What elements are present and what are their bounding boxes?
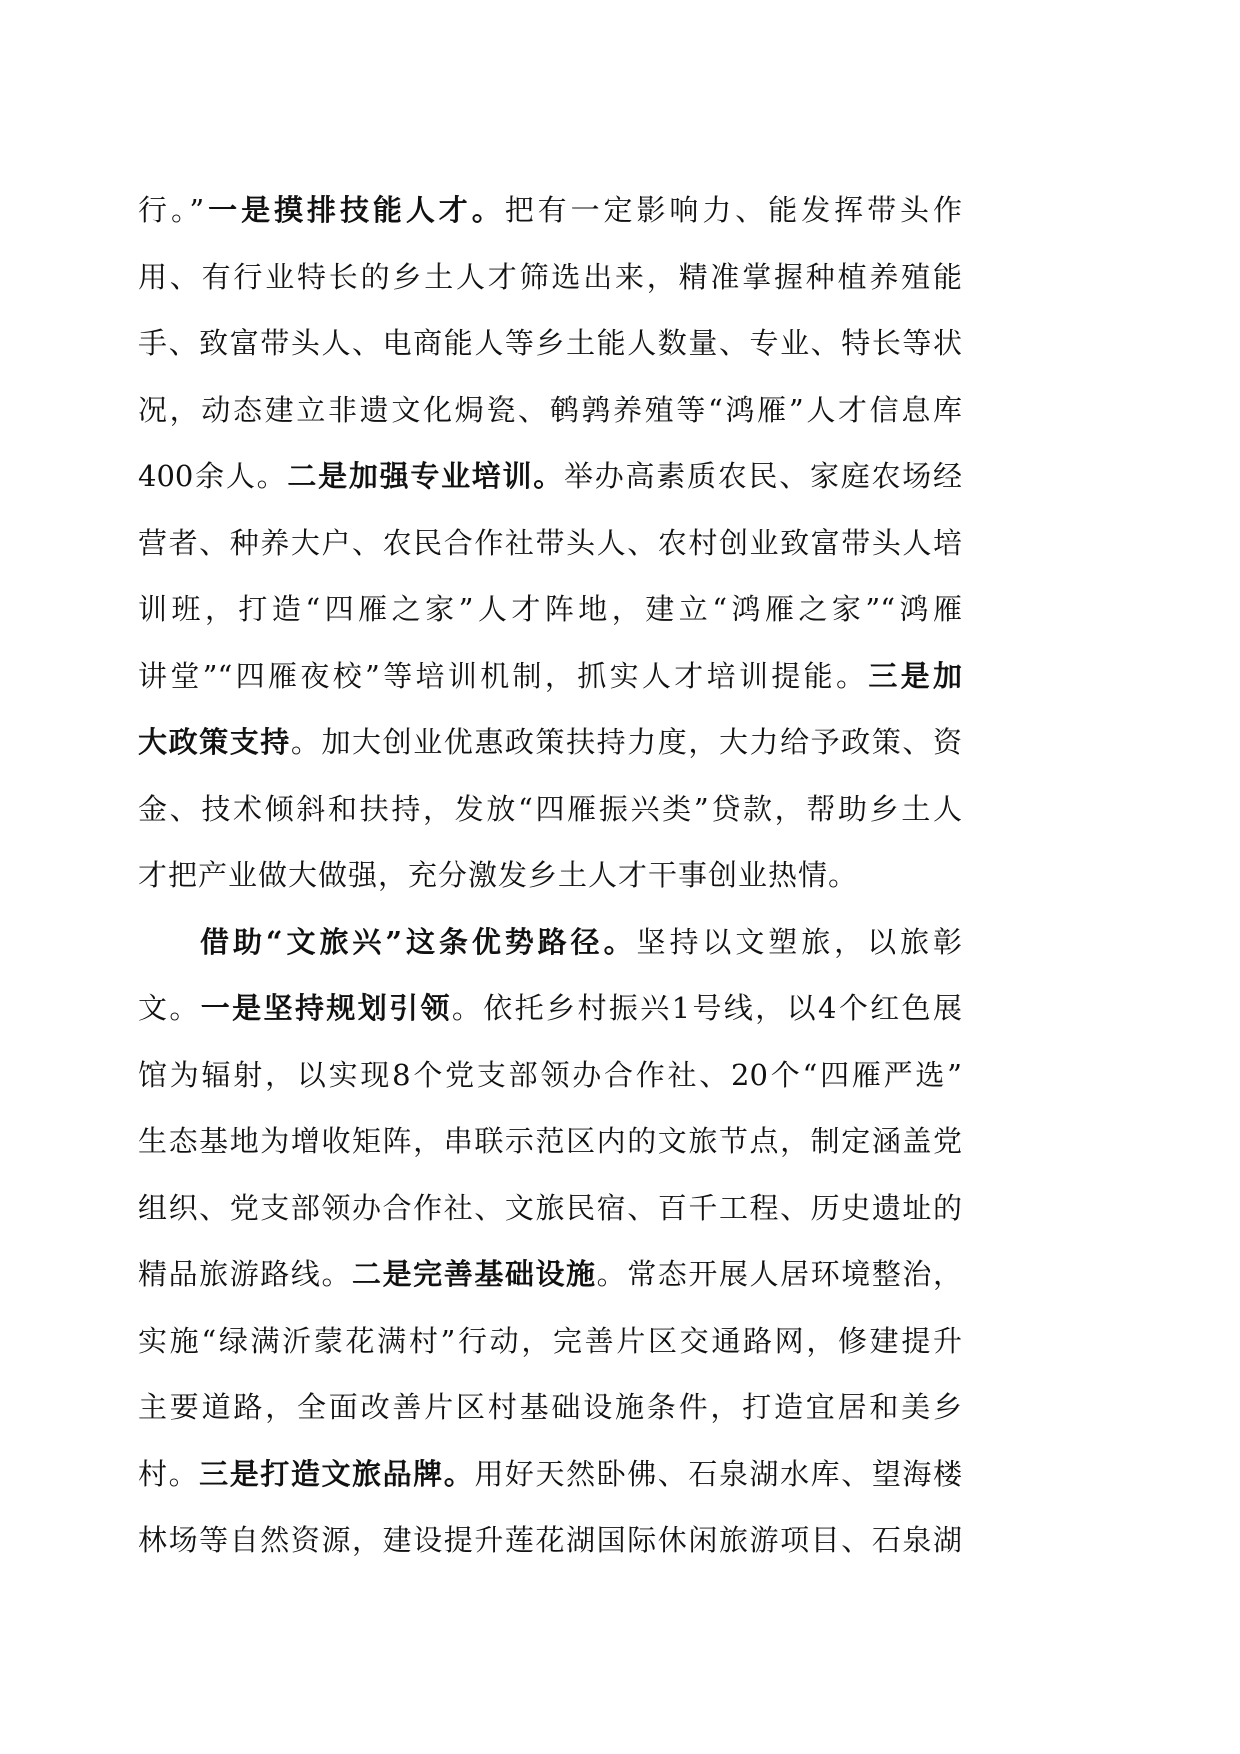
text-run: 才把产业做大做强，充分激发乡土人才干事创业热情。: [138, 858, 859, 892]
text-line: [138, 510, 962, 577]
text-line: [138, 909, 962, 976]
text-run: 主要道路，全面改善片区村基础设施条件，打造宜居和美乡: [138, 1390, 962, 1424]
text-line: [138, 443, 962, 510]
text-run: 金、技术倾斜和扶持，发放“四雁振兴类”贷款，帮助乡土人: [138, 791, 962, 826]
bold-run: 一是摸排技能人才。: [204, 193, 505, 227]
text-run: 把有一定影响力、能发挥带头作: [504, 193, 962, 227]
text-line: [138, 643, 962, 710]
text-line: [138, 1241, 962, 1308]
text-run: 文。: [138, 991, 201, 1025]
bold-run: 大政策支持: [138, 725, 291, 759]
text-run: 讲堂”“四雁夜校”等培训机制，抓实人才培训提能。: [138, 658, 869, 693]
text-run: 训班，打造“四雁之家”人才阵地，建立“鸿雁之家”“鸿雁: [138, 592, 962, 626]
bold-run: 三是打造文旅品牌。: [199, 1456, 475, 1491]
section-heading: 借助“文旅兴”这条优势路径。: [200, 924, 637, 959]
text-line: [138, 709, 962, 776]
text-line: [138, 1175, 962, 1242]
text-run: 400余人。: [138, 459, 288, 493]
bold-run: 二是加强专业培训。: [287, 459, 565, 493]
text-run: 生态基地为增收矩阵，串联示范区内的文旅节点，制定涵盖党: [138, 1124, 962, 1158]
bold-run: 二是完善基础设施: [352, 1257, 597, 1291]
text-run: 。常态开展人居环境整治，: [596, 1257, 962, 1291]
text-run: 精品旅游路线。: [138, 1257, 353, 1291]
text-run: 行。”: [138, 193, 205, 227]
text-run: 组织、党支部领办合作社、文旅民宿、百千工程、历史遗址的: [138, 1190, 962, 1225]
text-line: [138, 576, 962, 643]
text-line: [138, 842, 962, 909]
text-run: 。依托乡村振兴1号线，以4个红色展: [451, 991, 962, 1025]
text-line: [138, 1308, 962, 1375]
text-run: 村。: [138, 1456, 200, 1491]
text-run: 用、有行业特长的乡土人才筛选出来，精准掌握种植养殖能: [138, 259, 962, 294]
text-run: 营者、种养大户、农民合作社带头人、农村创业致富带头人培: [138, 525, 962, 560]
text-run: 实施“绿满沂蒙花满村”行动，完善片区交通路网，修建提升: [138, 1323, 962, 1358]
bold-run: 一是坚持规划引领: [200, 991, 452, 1025]
text-run: 况，动态建立非遗文化焗瓷、鹌鹑养殖等“鸿雁”人才信息库: [138, 392, 962, 427]
text-line: [138, 975, 962, 1042]
text-line: [138, 177, 962, 244]
text-line: [138, 244, 962, 311]
text-line: [138, 310, 962, 377]
text-line: [138, 776, 962, 843]
text-line: [138, 1108, 962, 1175]
text-run: 。加大创业优惠政策扶持力度，大力给予政策、资: [290, 725, 962, 759]
text-line: [138, 1042, 962, 1109]
text-line: [138, 1374, 962, 1441]
text-run: 林场等自然资源，建设提升莲花湖国际休闲旅游项目、石泉湖: [138, 1523, 962, 1557]
body-text: [138, 177, 962, 1574]
text-run: 用好天然卧佛、石泉湖水库、望海楼: [474, 1456, 962, 1491]
text-run: 手、致富带头人、电商能人等乡土能人数量、专业、特长等状: [138, 326, 962, 360]
text-run: 馆为辐射，以实现8个党支部领办合作社、20个“四雁严选”: [138, 1057, 962, 1092]
text-line: [138, 1507, 962, 1574]
text-run: 举办高素质农民、家庭农场经: [564, 459, 962, 493]
bold-run: 三是加: [868, 658, 962, 693]
text-line: [138, 1441, 962, 1508]
text-run: 坚持以文塑旅，以旅彰: [636, 924, 962, 959]
text-line: [138, 377, 962, 444]
